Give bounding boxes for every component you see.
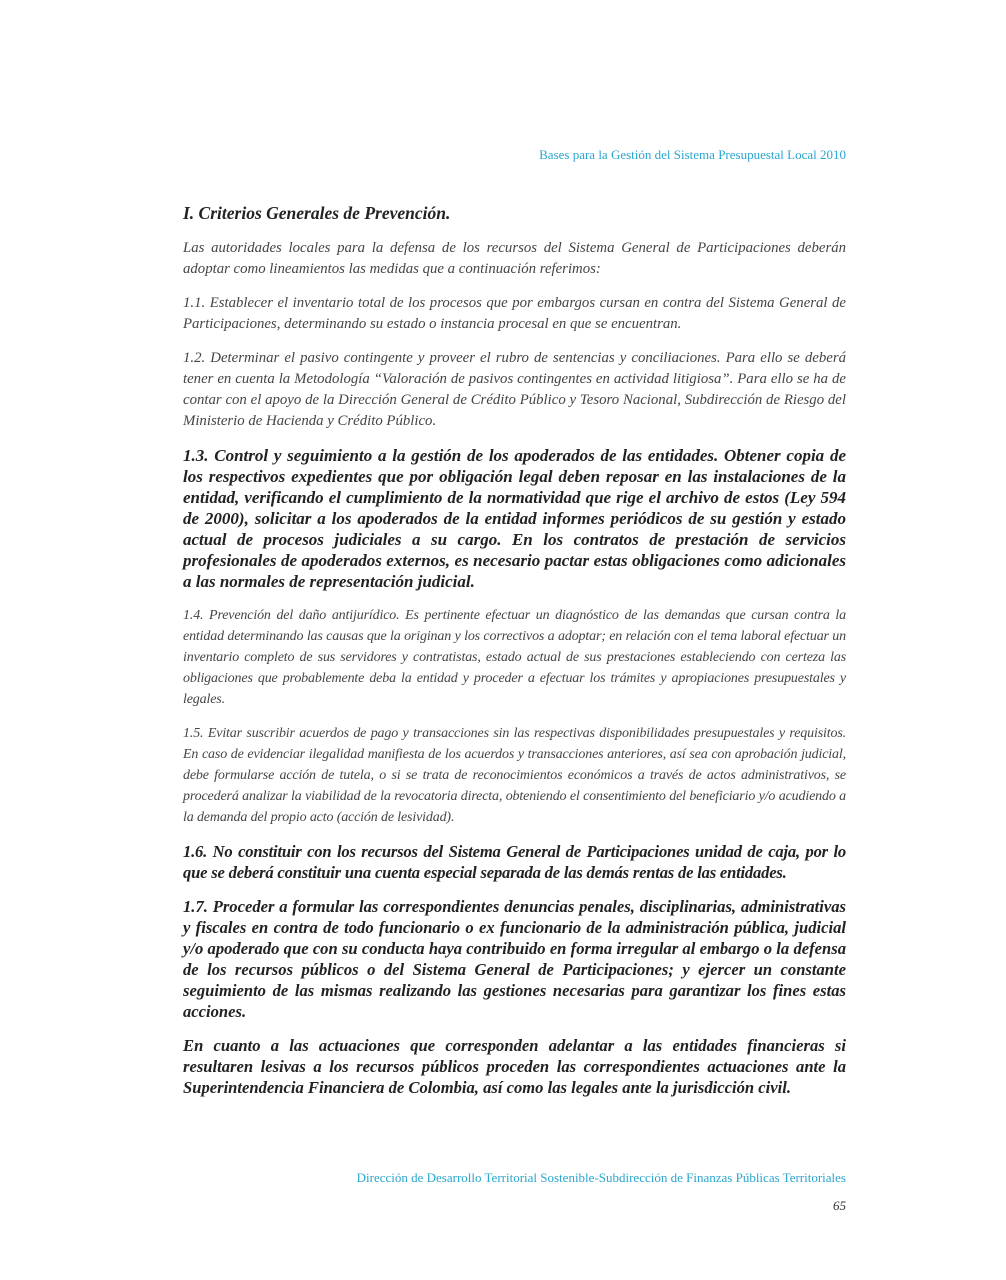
section-heading: I. Criterios Generales de Prevención. <box>183 203 451 223</box>
page-number: 65 <box>833 1198 846 1213</box>
footer-text: Dirección de Desarrollo Territorial Sostenible-Subdirección de Finanzas Públicas Territoriales <box>356 1170 846 1185</box>
item-1-5: 1.5. Evitar suscribir acuerdos de pago y transacciones sin las respectivas disponibilidades presupuestales y requisitos. En caso de evidenciar ilegalidad manifiesta de los acuerdos y transacciones anteriores, así sea con aprobación judicial, debe formularse acción de tutela, o si se trata de reconocimientos económicos a través de actos administrativos, se procederá analizar la viabilidad de la revocatoria directa, obteniendo el consentimiento del beneficiario y/o acudiendo a la demanda del propio acto (acción de lesividad). <box>183 726 846 825</box>
item-1-1: 1.1. Establecer el inventario total de los procesos que por embargos cursan en contra del Sistema General de Participaciones, determinando su estado o instancia procesal en que se encuentran. <box>183 295 846 332</box>
item-1-2: 1.2. Determinar el pasivo contingente y proveer el rubro de sentencias y conciliaciones. Para ello se deberá tener en cuenta la Metodología “Valoración de pasivos contingentes en actividad litigiosa”. Para ello se ha de contar con el apoyo de la Dirección General de Crédito Público y Tesoro Nacional, Subdirección de Riesgo del Ministerio de Hacienda y Crédito Público. <box>183 350 846 429</box>
item-1-6: 1.6. No constituir con los recursos del Sistema General de Participaciones unidad de caja, por lo que se deberá constituir una cuenta especial separada de las demás rentas de las entidades. <box>183 842 846 882</box>
intro-paragraph: Las autoridades locales para la defensa de los recursos del Sistema General de Participaciones deberán adoptar como lineamientos las medidas que a continuación referimos: <box>183 240 846 277</box>
closing-paragraph: En cuanto a las actuaciones que corresponden adelantar a las entidades financieras si resultaren lesivas a los recursos públicos proceden las correspondientes actuaciones ante la Superintendencia Financiera de Colombia, así como las legales ante la jurisdicción civil. <box>183 1036 846 1097</box>
item-1-4: 1.4. Prevención del daño antijurídico. Es pertinente efectuar un diagnóstico de las demandas que cursan contra la entidad determinando las causas que la originan y los correctivos a adoptar; en relación con el tema laboral efectuar un inventario completo de sus servidores y contratistas, estado actual de sus prestaciones estableciendo con certeza las obligaciones que probablemente deba la entidad y proceder a efectuar los trámites y apropiaciones presupuestales y legales. <box>183 608 846 707</box>
running-header: Bases para la Gestión del Sistema Presupuestal Local 2010 <box>539 147 846 162</box>
item-1-3: 1.3. Control y seguimiento a la gestión de los apoderados de las entidades. Obtener copia de los respectivos expedientes que por obligación legal deben reposar en las instalaciones de la entidad, verificando el cumplimiento de la normatividad que rige el archivo de estos (Ley 594 de 2000), solicitar a los apoderados de la entidad informes periódicos de su gestión y estado actual de procesos judiciales a su cargo. En los contratos de prestación de servicios profesionales de apoderados externos, es necesario pactar estas obligaciones como adicionales a las normales de representación judicial. <box>183 446 846 591</box>
item-1-7: 1.7. Proceder a formular las correspondientes denuncias penales, disciplinarias, administrativas y fiscales en contra de todo funcionario o ex funcionario de la administración pública, judicial y/o apoderado que con su conducta haya contribuido en forma irregular al embargo o la defensa de los recursos públicos o del Sistema General de Participaciones; y ejercer un constante seguimiento de las mismas realizando las gestiones necesarias para garantizar los fines estas acciones. <box>183 897 846 1021</box>
document-body <box>183 203 846 1111</box>
